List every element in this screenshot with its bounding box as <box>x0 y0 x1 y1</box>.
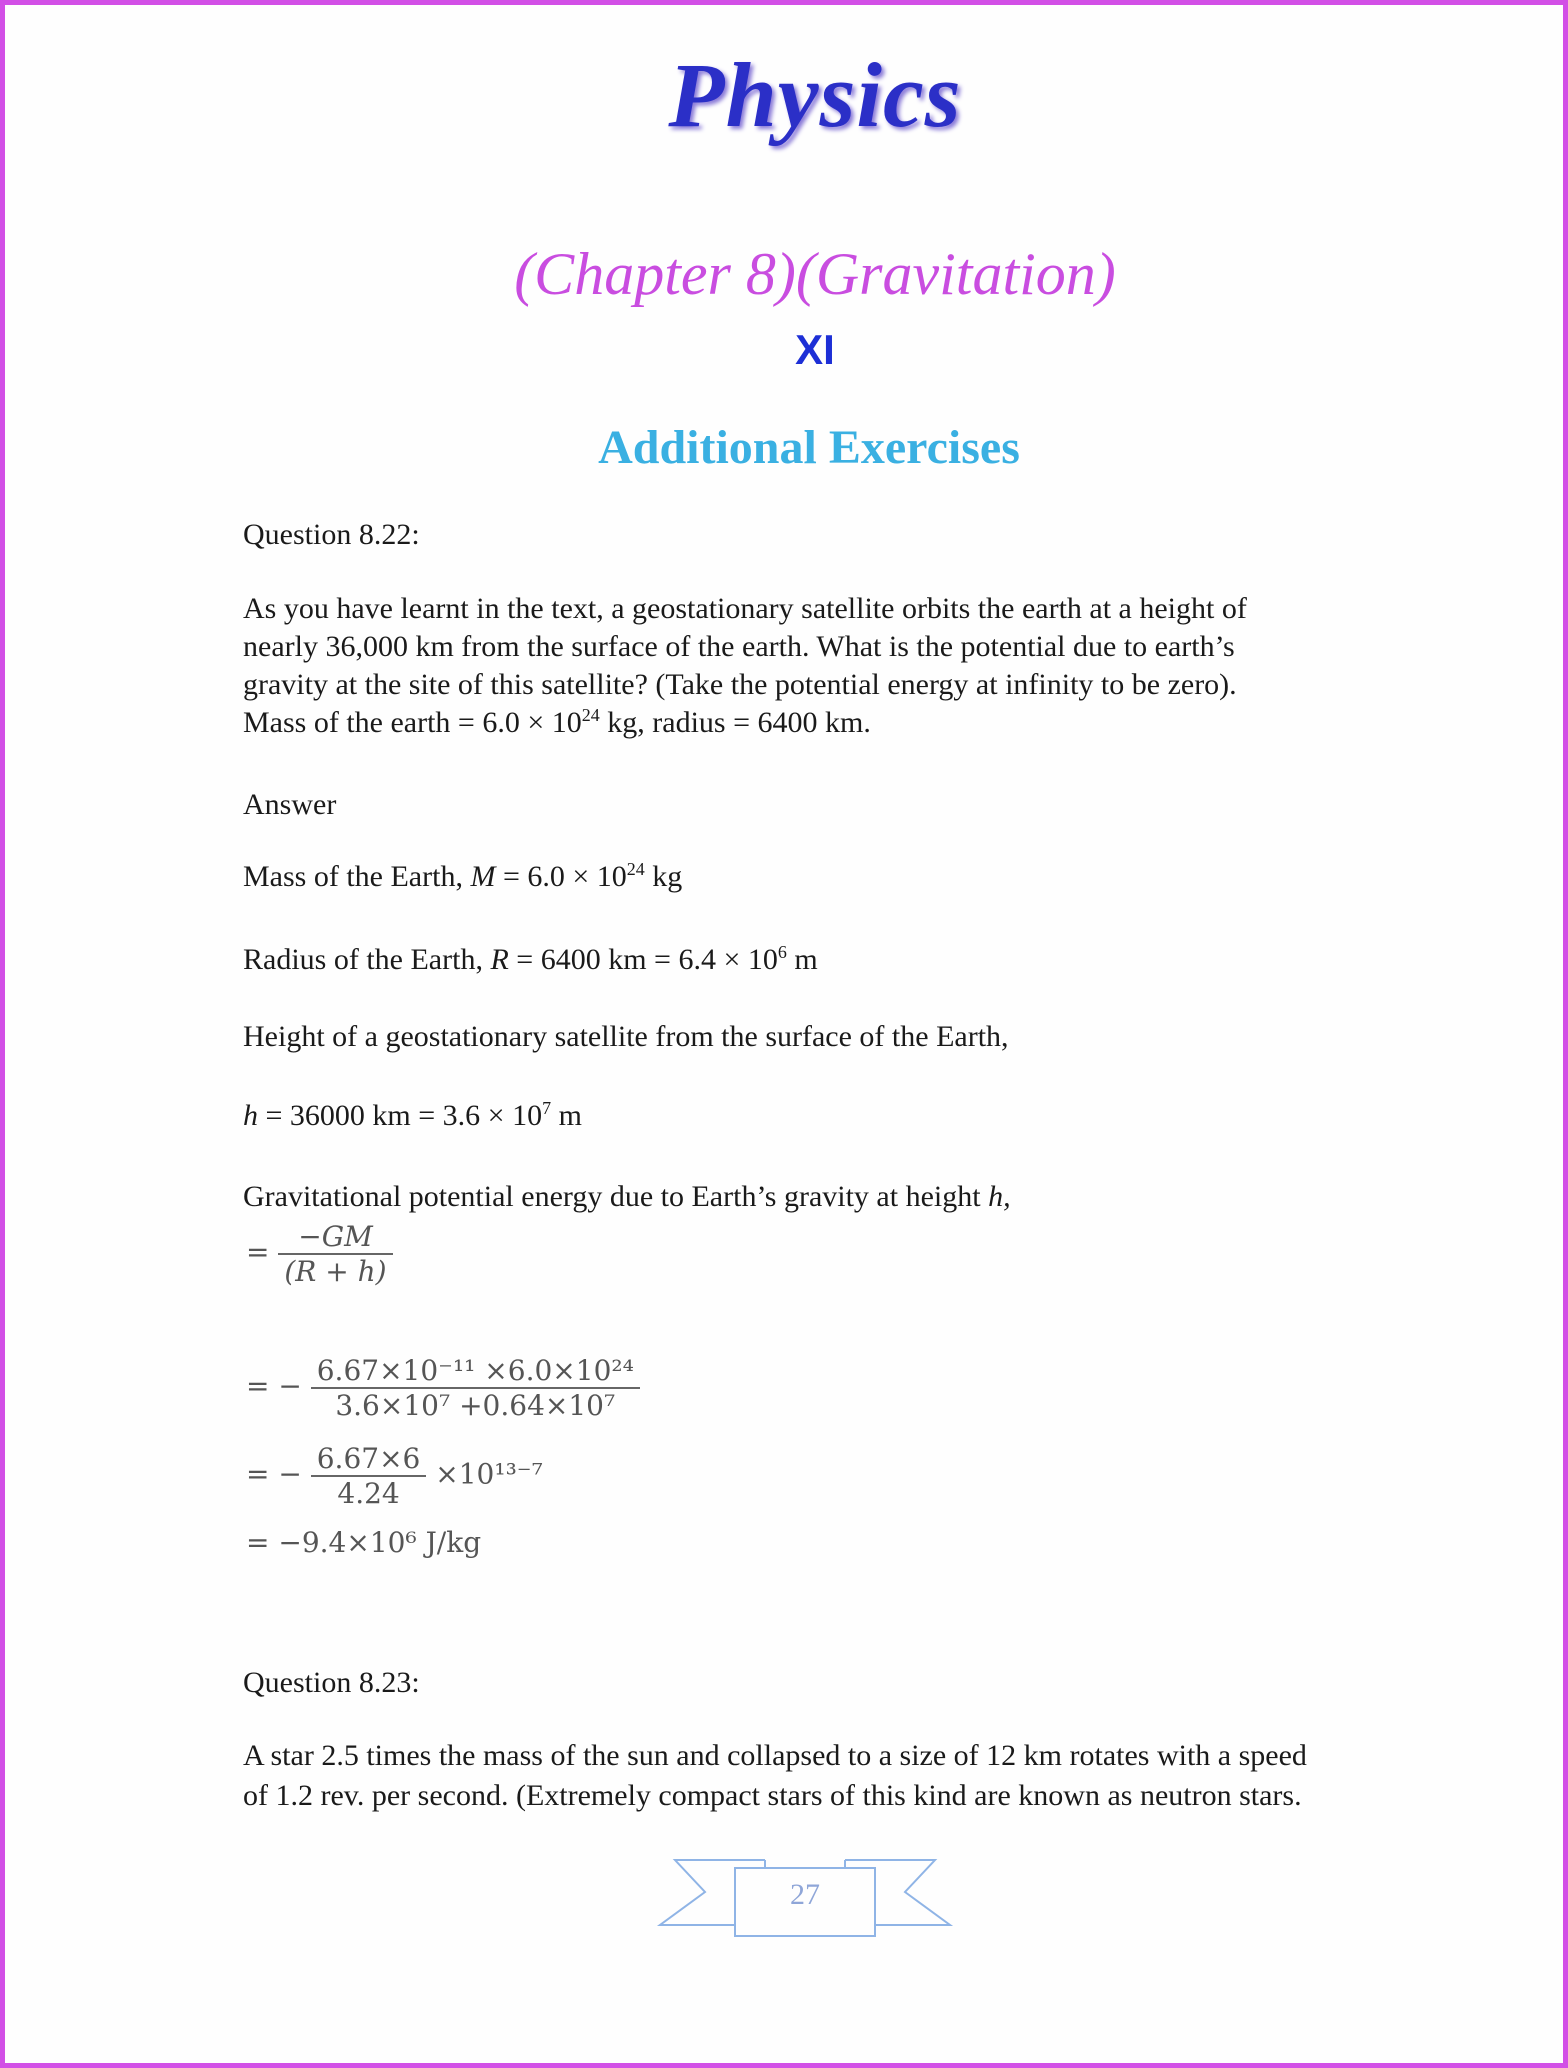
page-title: Physics <box>668 44 962 146</box>
question-line: A star 2.5 times the mass of the sun and collapsed to a size of 12 km rotates with a speed <box>243 1739 1307 1772</box>
chapter-heading: (Chapter 8)(Gravitation) <box>514 241 1116 307</box>
question-line: of 1.2 rev. per second. (Extremely compact stars of this kind are known as neutron stars. <box>243 1779 1302 1812</box>
equation-gm-over-r-plus-h: = $\frac{-GM}{(R + h)}$ <box>246 1220 393 1288</box>
equation-substitution: = − $\frac{\text{6.67×10⁻¹¹ ×6.0×10²⁴}}{\text{3.6×10⁷ +0.64×10⁷}}$ <box>246 1354 640 1422</box>
question-line: gravity at the site of this satellite? (Take the potential energy at infinity to be zero). <box>243 668 1237 701</box>
answer-label: Answer <box>243 788 337 821</box>
page-number: 27 <box>790 1878 820 1911</box>
question-line: Mass of the earth = $6.0 \times 10^{24}$ kg, radius = 6400 km. <box>243 705 871 739</box>
h-value-line: h = 36000 km = $3.6 \times 10^7$ m <box>243 1098 582 1132</box>
question-823-text <box>243 1736 1393 1816</box>
mass-line: Mass of the Earth, $M = 6.0 \times 10^{24}$ kg <box>243 859 683 893</box>
page-number-ribbon <box>655 1850 955 1940</box>
fraction: $\frac{6.67\times 6}{4.24}$ <box>311 1442 427 1510</box>
equation-simplified: = − $\frac{6.67\times 6}{4.24}$ ×10¹³⁻⁷ <box>246 1442 543 1510</box>
fraction: $\frac{\text{6.67×10⁻¹¹ ×6.0×10²⁴}}{\text{3.6×10⁷ +0.64×10⁷}}$ <box>311 1354 640 1422</box>
question-822-label: Question 8.22: <box>243 518 420 551</box>
gpe-line: Gravitational potential energy due to Earth’s gravity at height h, <box>243 1180 1011 1213</box>
question-line: As you have learnt in the text, a geostationary satellite orbits the earth at a height of <box>243 592 1247 625</box>
question-823-label: Question 8.23: <box>243 1666 420 1699</box>
question-line: nearly 36,000 km from the surface of the earth. What is the potential due to earth’s <box>243 630 1235 663</box>
radius-line: Radius of the Earth, R = 6400 km = $6.4 \times 10^6$ m <box>243 942 818 976</box>
section-heading: Additional Exercises <box>598 421 1020 474</box>
height-line: Height of a geostationary satellite from the surface of the Earth, <box>243 1020 1009 1053</box>
fraction: $\frac{-GM}{(R + h)}$ <box>278 1220 392 1288</box>
grade-label: XI <box>795 326 835 373</box>
equation-result: = −9.4×10⁶ J/kg <box>246 1526 482 1559</box>
question-822-text <box>243 590 1393 742</box>
